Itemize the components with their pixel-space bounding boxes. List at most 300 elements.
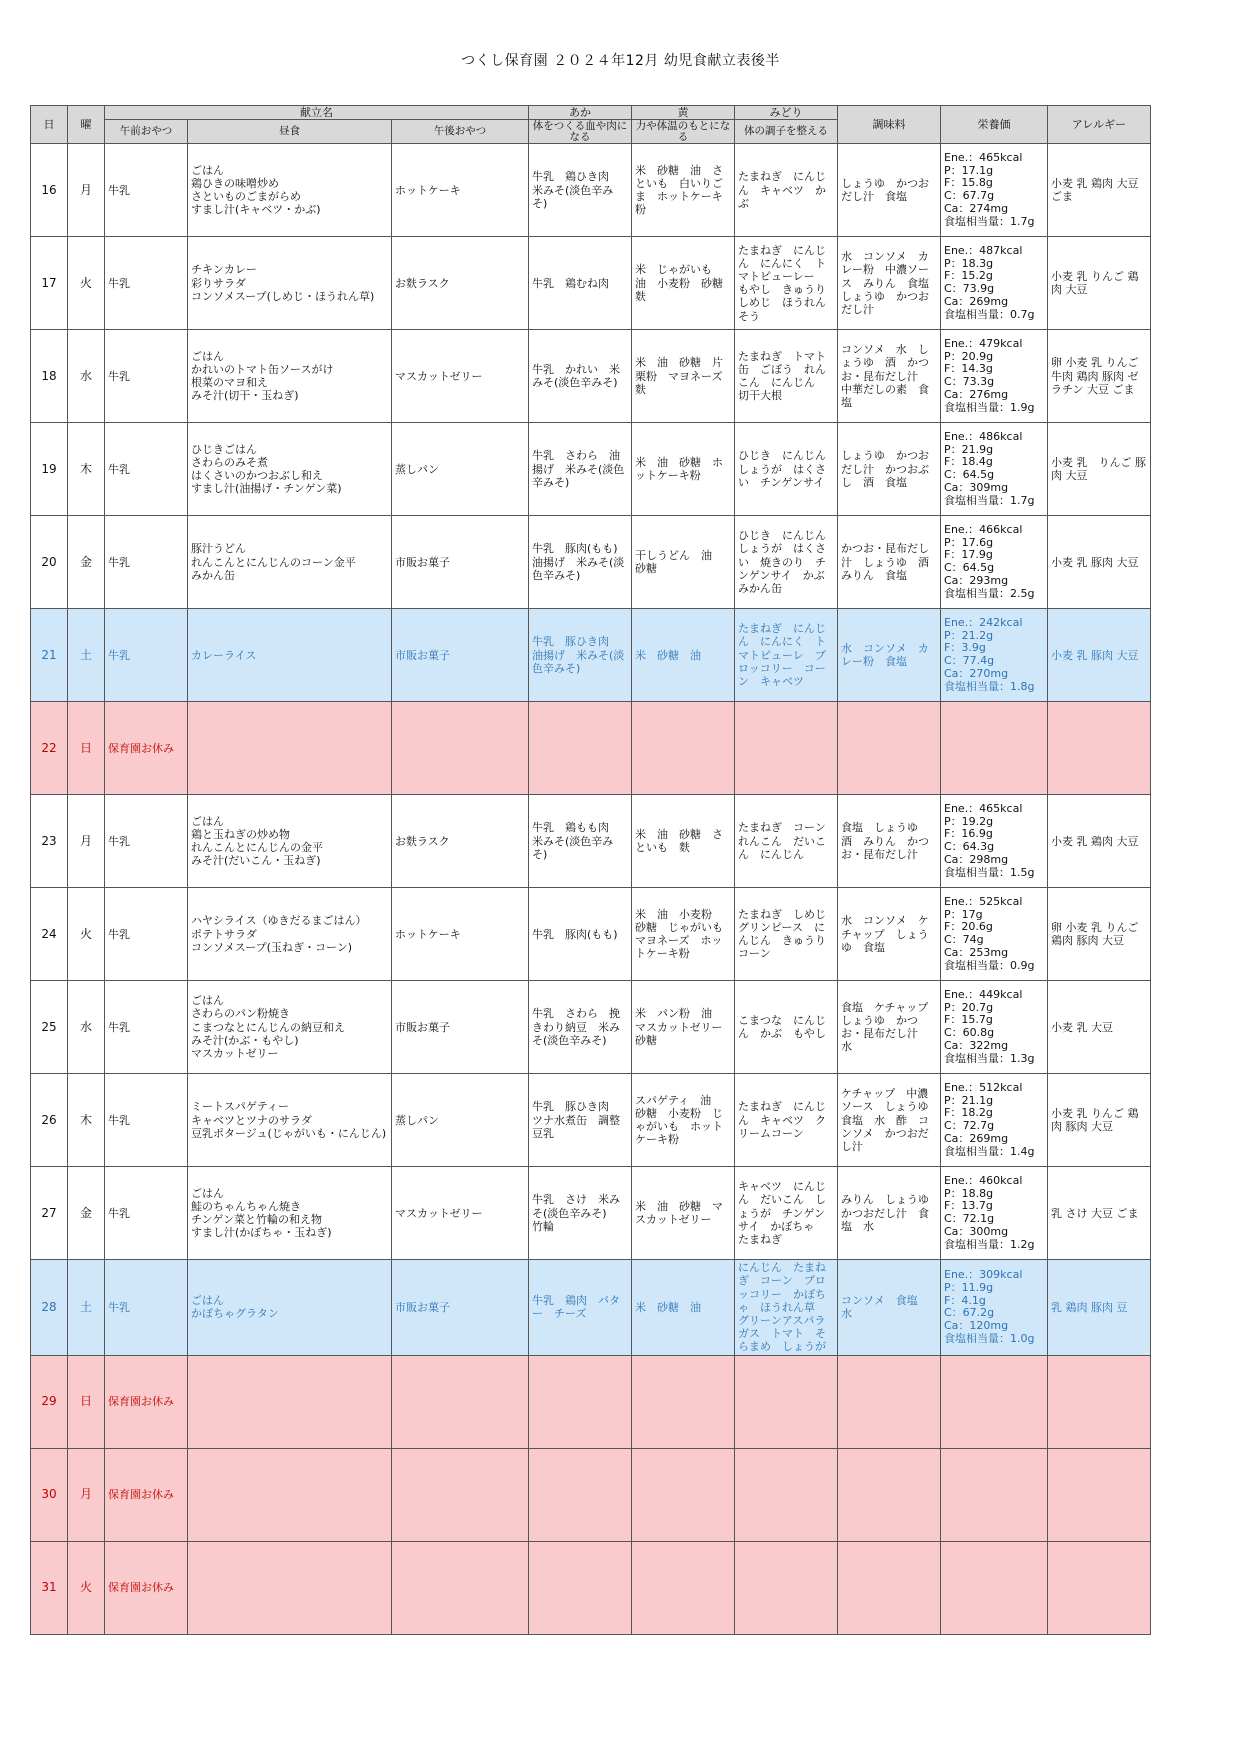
red-group-cell: 牛乳 豚ひき肉 油揚げ 米みそ(淡色辛みそ)	[529, 609, 632, 702]
nutrition-cell	[941, 330, 1048, 423]
yellow-group-cell	[632, 702, 735, 795]
lunch-cell-line: みそ汁(かぶ・もやし)	[191, 1033, 299, 1047]
weekday-cell: 金	[68, 1167, 105, 1260]
nutrition-cell-line: Ene.：525kcal	[944, 894, 1023, 908]
lunch-cell	[188, 1355, 392, 1448]
date-cell: 24	[31, 888, 68, 981]
nutrition-cell-line: F：4.1g	[944, 1293, 986, 1307]
lunch-cell-line: チキンカレー	[191, 263, 257, 277]
lunch-cell-line: カレーライス	[191, 648, 257, 662]
pm-snack-cell: 市販お菓子	[392, 981, 529, 1074]
yellow-group-cell	[632, 1541, 735, 1634]
lunch-cell-line: みそ汁(だいこん・玉ねぎ)	[191, 854, 321, 868]
nutrition-cell-line: Ca：309mg	[944, 480, 1009, 494]
seasoning-cell: ケチャップ 中濃ソース しょうゆ 食塩 水 酢 コンソメ かつおだし汁	[838, 1074, 941, 1167]
nutrition-cell-line: 食塩相当量：2.5g	[944, 586, 1035, 600]
allergy-cell: 小麦 乳 豚肉 大豆	[1048, 516, 1151, 609]
lunch-cell	[188, 1167, 392, 1260]
nutrition-cell	[941, 795, 1048, 888]
seasoning-cell: コンソメ 食塩 水	[838, 1260, 941, 1355]
seasoning-cell: 水 コンソメ ケチャップ しょうゆ 食塩	[838, 888, 941, 981]
seasoning-cell: コンソメ 水 しょうゆ 酒 かつお・昆布だし汁 中華だしの素 食塩	[838, 330, 941, 423]
lunch-cell-line: ひじきごはん	[191, 442, 257, 456]
header-date: 日	[31, 106, 68, 144]
nutrition-cell-line: Ca：293mg	[944, 573, 1009, 587]
seasoning-cell: かつお・昆布だし汁 しょうゆ 酒 みりん 食塩	[838, 516, 941, 609]
pm-snack-cell	[392, 1355, 529, 1448]
red-group-cell: 牛乳 さわら 油揚げ 米みそ(淡色辛みそ)	[529, 423, 632, 516]
nutrition-cell-line: Ca：270mg	[944, 666, 1009, 680]
nutrition-cell-line: 食塩相当量：1.2g	[944, 1237, 1035, 1251]
pm-snack-cell	[392, 1541, 529, 1634]
weekday-cell: 日	[68, 702, 105, 795]
seasoning-cell: しょうゆ かつおだし汁 食塩	[838, 144, 941, 237]
date-cell: 26	[31, 1074, 68, 1167]
table-row	[31, 609, 1151, 702]
lunch-cell-line: こまつなとにんじんの納豆和え	[191, 1020, 345, 1034]
lunch-cell-line: 鮭のちゃんちゃん焼き	[191, 1200, 301, 1213]
date-cell: 27	[31, 1167, 68, 1260]
seasoning-cell: 水 コンソメ カレー粉 食塩	[838, 609, 941, 702]
lunch-cell	[188, 144, 392, 237]
green-group-cell: たまねぎ にんじん キャベツ クリームコーン	[735, 1074, 838, 1167]
nutrition-cell-line: 食塩相当量：1.0g	[944, 1331, 1035, 1345]
am-snack-cell: 牛乳	[105, 1167, 188, 1260]
lunch-cell	[188, 423, 392, 516]
seasoning-cell: みりん しょうゆ かつおだし汁 食塩 水	[838, 1167, 941, 1260]
nutrition-cell-line: Ene.：512kcal	[944, 1080, 1023, 1094]
seasoning-cell: 食塩 しょうゆ 酒 みりん かつお・昆布だし汁	[838, 795, 941, 888]
nutrition-cell-line: Ene.：242kcal	[944, 615, 1023, 629]
green-group-cell: たまねぎ トマト缶 ごぼう れんこん にんじん 切干大根	[735, 330, 838, 423]
lunch-cell	[188, 1260, 392, 1355]
lunch-cell-line: 豆乳ポタージュ(じゃがいも・にんじん)	[191, 1126, 387, 1140]
date-cell: 18	[31, 330, 68, 423]
green-group-cell: こまつな にんじん かぶ もやし	[735, 981, 838, 1074]
nutrition-cell-line: Ene.：486kcal	[944, 429, 1023, 443]
date-cell: 23	[31, 795, 68, 888]
green-group-cell: たまねぎ コーン れんこん だいこん にんじん	[735, 795, 838, 888]
date-cell: 31	[31, 1541, 68, 1634]
lunch-cell	[188, 516, 392, 609]
nutrition-cell-line: Ca：274mg	[944, 201, 1009, 215]
lunch-cell	[188, 702, 392, 795]
seasoning-cell: 食塩 ケチャップ しょうゆ かつお・昆布だし汁 水	[838, 981, 941, 1074]
pm-snack-cell: 市販お菓子	[392, 609, 529, 702]
pm-snack-cell: マスカットゼリー	[392, 1167, 529, 1260]
nutrition-cell-line: Ene.：460kcal	[944, 1173, 1023, 1187]
nutrition-cell	[941, 237, 1048, 330]
header-red-sub: 体をつくる血や肉になる	[529, 120, 632, 144]
nutrition-cell	[941, 516, 1048, 609]
am-snack-cell: 牛乳	[105, 1260, 188, 1355]
yellow-group-cell: 米 油 砂糖 ホットケーキ粉	[632, 423, 735, 516]
table-row	[31, 1541, 1151, 1634]
header-dow: 曜	[68, 106, 105, 144]
table-row	[31, 330, 1151, 423]
weekday-cell: 月	[68, 795, 105, 888]
lunch-cell-line: ごはん	[191, 163, 224, 177]
weekday-cell: 火	[68, 888, 105, 981]
nutrition-cell-line: F：18.4g	[944, 455, 993, 469]
red-group-cell: 牛乳 鶏むね肉	[529, 237, 632, 330]
lunch-cell-line: れんこんとにんじんの金平	[191, 841, 323, 855]
yellow-group-cell	[632, 1448, 735, 1541]
table-row	[31, 516, 1151, 609]
nutrition-cell-line: Ene.：465kcal	[944, 801, 1023, 815]
date-cell: 17	[31, 237, 68, 330]
nutrition-cell	[941, 1260, 1048, 1355]
allergy-cell: 小麦 乳 大豆	[1048, 981, 1151, 1074]
allergy-cell: 乳 鶏肉 豚肉 豆	[1048, 1260, 1151, 1355]
nutrition-cell-line: P：17g	[944, 907, 983, 921]
lunch-cell-line: 豚汁うどん	[191, 542, 246, 556]
nutrition-cell-line: P：17.1g	[944, 163, 994, 177]
nutrition-cell	[941, 1448, 1048, 1541]
nutrition-cell-line: C：60.8g	[944, 1026, 995, 1040]
am-snack-cell: 牛乳	[105, 144, 188, 237]
lunch-cell	[188, 981, 392, 1074]
red-group-cell: 牛乳 さけ 米みそ(淡色辛みそ) 竹輪	[529, 1167, 632, 1260]
pm-snack-cell: マスカットゼリー	[392, 330, 529, 423]
nutrition-cell-line: Ca：322mg	[944, 1038, 1009, 1052]
lunch-cell-line: ごはん	[191, 994, 224, 1008]
red-group-cell	[529, 1448, 632, 1541]
table-row	[31, 423, 1151, 516]
lunch-cell-line: みそ汁(切干・玉ねぎ)	[191, 389, 299, 403]
lunch-cell-line: さわらのパン粉焼き	[191, 1007, 290, 1021]
red-group-cell: 牛乳 さわら 挽きわり納豆 米みそ(淡色辛みそ)	[529, 981, 632, 1074]
lunch-cell-line: ハヤシライス（ゆきだるまごはん）	[191, 914, 367, 928]
nutrition-cell	[941, 423, 1048, 516]
green-group-cell: にんじん たまねぎ コーン ブロッコリー かぼちゃ ほうれん草 グリーンアスパラガス トマト そらまめ しょうが	[735, 1260, 838, 1355]
nutrition-cell	[941, 609, 1048, 702]
yellow-group-cell: 米 油 小麦粉 砂糖 じゃがいも マヨネーズ ホットケーキ粉	[632, 888, 735, 981]
weekday-cell: 火	[68, 1541, 105, 1634]
lunch-cell	[188, 1448, 392, 1541]
pm-snack-cell	[392, 702, 529, 795]
nutrition-cell-line: P：19.2g	[944, 814, 994, 828]
nutrition-cell-line: F：15.7g	[944, 1013, 993, 1027]
am-snack-cell: 牛乳	[105, 330, 188, 423]
table-row	[31, 1355, 1151, 1448]
lunch-cell-line: 鶏ひきの味噌炒め	[191, 177, 279, 190]
nutrition-cell-line: C：77.4g	[944, 654, 995, 668]
nutrition-cell-line: F：15.8g	[944, 176, 993, 190]
nutrition-cell	[941, 1167, 1048, 1260]
nutrition-cell	[941, 888, 1048, 981]
allergy-cell: 小麦 乳 鶏肉 大豆 ごま	[1048, 144, 1151, 237]
yellow-group-cell: 米 砂糖 油	[632, 609, 735, 702]
nutrition-cell-line: 食塩相当量：0.9g	[944, 958, 1035, 972]
pm-snack-cell	[392, 1448, 529, 1541]
weekday-cell: 月	[68, 1448, 105, 1541]
am-snack-cell: 牛乳	[105, 795, 188, 888]
lunch-cell-line: コンソメスープ(しめじ・ほうれん草)	[191, 289, 375, 303]
lunch-cell-line: はくさいのかつおぶし和え	[191, 469, 323, 483]
am-snack-cell: 牛乳	[105, 1074, 188, 1167]
nutrition-cell-line: F：17.9g	[944, 548, 993, 562]
nutrition-cell-line: P：21.1g	[944, 1093, 994, 1107]
lunch-cell	[188, 795, 392, 888]
allergy-cell: 小麦 乳 りんご 鶏肉 豚肉 大豆	[1048, 1074, 1151, 1167]
nutrition-cell-line: Ene.：465kcal	[944, 150, 1023, 164]
weekday-cell: 水	[68, 981, 105, 1074]
yellow-group-cell: 米 油 砂糖 さといも 麩	[632, 795, 735, 888]
red-group-cell: 牛乳 かれい 米みそ(淡色辛みそ)	[529, 330, 632, 423]
lunch-cell	[188, 1541, 392, 1634]
lunch-cell-line: キャベツとツナのサラダ	[191, 1113, 312, 1127]
menu-table	[30, 105, 1151, 1635]
lunch-cell	[188, 609, 392, 702]
am-snack-cell: 牛乳	[105, 237, 188, 330]
am-snack-cell: 保育園お休み	[105, 1448, 188, 1541]
pm-snack-cell: 市販お菓子	[392, 1260, 529, 1355]
nutrition-cell-line: C：72.1g	[944, 1212, 995, 1226]
weekday-cell: 日	[68, 1355, 105, 1448]
nutrition-cell-line: P：17.6g	[944, 535, 994, 549]
green-group-cell: たまねぎ にんじん にんにく トマトピューレ ブロッコリー コーン キャベツ	[735, 609, 838, 702]
seasoning-cell	[838, 1541, 941, 1634]
allergy-cell	[1048, 1448, 1151, 1541]
red-group-cell	[529, 702, 632, 795]
allergy-cell: 卵 小麦 乳 りんご 牛肉 鶏肉 豚肉 ゼラチン 大豆 ごま	[1048, 330, 1151, 423]
pm-snack-cell: お麩ラスク	[392, 795, 529, 888]
nutrition-cell-line: C：67.7g	[944, 189, 995, 203]
lunch-cell-line: さといものごまがらめ	[191, 190, 301, 204]
header-green: みどり	[735, 106, 838, 120]
nutrition-cell-line: 食塩相当量：0.7g	[944, 307, 1035, 321]
nutrition-cell-line: 食塩相当量：1.3g	[944, 1051, 1035, 1065]
nutrition-cell-line: Ene.：309kcal	[944, 1268, 1023, 1282]
nutrition-cell-line: Ene.：449kcal	[944, 987, 1023, 1001]
red-group-cell: 牛乳 豚ひき肉 ツナ水煮缶 調整豆乳	[529, 1074, 632, 1167]
weekday-cell: 月	[68, 144, 105, 237]
lunch-cell-line: 根菜のマヨ和え	[191, 376, 268, 390]
nutrition-cell-line: 食塩相当量：1.9g	[944, 400, 1035, 414]
table-row	[31, 237, 1151, 330]
red-group-cell: 牛乳 豚肉(もも) 油揚げ 米みそ(淡色辛みそ)	[529, 516, 632, 609]
table-row	[31, 795, 1151, 888]
menu-body	[31, 144, 1151, 1634]
nutrition-cell-line: F：15.2g	[944, 269, 993, 283]
nutrition-cell-line: 食塩相当量：1.4g	[944, 1144, 1035, 1158]
table-row	[31, 1260, 1151, 1355]
page-title: つくし保育園 ２０２４年12月 幼児食献立表後半	[461, 53, 780, 69]
allergy-cell: 小麦 乳 豚肉 大豆	[1048, 609, 1151, 702]
lunch-cell-line: チンゲン菜と竹輪の和え物	[191, 1213, 323, 1227]
nutrition-cell-line: 食塩相当量：1.7g	[944, 493, 1035, 507]
nutrition-cell-line: 食塩相当量：1.7g	[944, 214, 1035, 228]
lunch-cell-line: すまし汁(油揚げ・チンゲン菜)	[191, 482, 342, 496]
green-group-cell: たまねぎ しめじ グリンピース にんじん きゅうり コーン	[735, 888, 838, 981]
nutrition-cell-line: F：13.7g	[944, 1199, 993, 1213]
weekday-cell: 木	[68, 423, 105, 516]
lunch-cell	[188, 237, 392, 330]
date-cell: 25	[31, 981, 68, 1074]
green-group-cell	[735, 1448, 838, 1541]
green-group-cell	[735, 1541, 838, 1634]
allergy-cell	[1048, 702, 1151, 795]
seasoning-cell	[838, 1355, 941, 1448]
nutrition-cell	[941, 981, 1048, 1074]
header-lunch: 昼食	[188, 120, 392, 144]
lunch-cell-line: みかん缶	[191, 568, 235, 582]
nutrition-cell-line: Ca：298mg	[944, 852, 1009, 866]
nutrition-cell-line: C：67.2g	[944, 1306, 995, 1320]
header-seasoning: 調味料	[838, 106, 941, 144]
green-group-cell	[735, 702, 838, 795]
yellow-group-cell: 米 パン粉 油 マスカットゼリー 砂糖	[632, 981, 735, 1074]
nutrition-cell-line: Ca：120mg	[944, 1319, 1009, 1333]
nutrition-cell-line: P：18.8g	[944, 1186, 994, 1200]
pm-snack-cell: 蒸しパン	[392, 423, 529, 516]
nutrition-cell-line: C：73.9g	[944, 282, 995, 296]
header-yellow-sub: 力や体温のもとになる	[632, 120, 735, 144]
lunch-cell-line: ミートスパゲティー	[191, 1100, 290, 1114]
weekday-cell: 土	[68, 609, 105, 702]
pm-snack-cell: ホットケーキ	[392, 888, 529, 981]
lunch-cell	[188, 888, 392, 981]
nutrition-cell-line: C：64.5g	[944, 468, 995, 482]
nutrition-cell	[941, 702, 1048, 795]
lunch-cell	[188, 1074, 392, 1167]
red-group-cell: 牛乳 鶏ひき肉 米みそ(淡色辛みそ)	[529, 144, 632, 237]
nutrition-cell-line: Ene.：466kcal	[944, 522, 1023, 536]
nutrition-cell-line: C：73.3g	[944, 375, 995, 389]
green-group-cell: ひじき にんじん しょうが はくさい チンゲンサイ	[735, 423, 838, 516]
nutrition-cell	[941, 144, 1048, 237]
yellow-group-cell	[632, 1355, 735, 1448]
lunch-cell-line: さわらのみそ煮	[191, 456, 268, 469]
date-cell: 22	[31, 702, 68, 795]
nutrition-cell-line: F：18.2g	[944, 1106, 993, 1120]
am-snack-cell: 牛乳	[105, 981, 188, 1074]
weekday-cell: 木	[68, 1074, 105, 1167]
lunch-cell-line: ごはん	[191, 1186, 224, 1200]
header-red: あか	[529, 106, 632, 120]
green-group-cell	[735, 1355, 838, 1448]
header-menu-group: 献立名	[105, 106, 529, 120]
allergy-cell	[1048, 1355, 1151, 1448]
am-snack-cell: 保育園お休み	[105, 1541, 188, 1634]
weekday-cell: 土	[68, 1260, 105, 1355]
nutrition-cell-line: C：72.7g	[944, 1119, 995, 1133]
green-group-cell: ひじき にんじん しょうが はくさい 焼きのり チンゲンサイ かぶ みかん缶	[735, 516, 838, 609]
nutrition-cell-line: C：74g	[944, 933, 984, 947]
red-group-cell	[529, 1541, 632, 1634]
header-yellow: 黄	[632, 106, 735, 120]
seasoning-cell: しょうゆ かつおだし汁 かつおぶし 酒 食塩	[838, 423, 941, 516]
table-row	[31, 1167, 1151, 1260]
pm-snack-cell: お麩ラスク	[392, 237, 529, 330]
nutrition-cell-line: F：14.3g	[944, 362, 993, 376]
header-am-snack: 午前おやつ	[105, 120, 188, 144]
date-cell: 29	[31, 1355, 68, 1448]
am-snack-cell: 牛乳	[105, 888, 188, 981]
nutrition-cell-line: Ca：300mg	[944, 1224, 1009, 1238]
seasoning-cell	[838, 702, 941, 795]
table-row	[31, 702, 1151, 795]
lunch-cell-line: マスカットゼリー	[191, 1046, 279, 1060]
table-row	[31, 1448, 1151, 1541]
nutrition-cell-line: P：20.9g	[944, 349, 994, 363]
pm-snack-cell: 蒸しパン	[392, 1074, 529, 1167]
table-row	[31, 981, 1151, 1074]
lunch-cell-line: 彩りサラダ	[191, 276, 246, 290]
lunch-cell-line: ごはん	[191, 349, 224, 363]
nutrition-cell-line: P：20.7g	[944, 1000, 994, 1014]
red-group-cell	[529, 1355, 632, 1448]
lunch-cell-line: 鶏と玉ねぎの炒め物	[191, 828, 290, 841]
date-cell: 20	[31, 516, 68, 609]
green-group-cell: たまねぎ にんじん キャベツ かぶ	[735, 144, 838, 237]
nutrition-cell-line: Ene.：479kcal	[944, 336, 1023, 350]
nutrition-cell-line: 食塩相当量：1.5g	[944, 865, 1035, 879]
yellow-group-cell: スパゲティ 油 砂糖 小麦粉 じゃがいも ホットケーキ粉	[632, 1074, 735, 1167]
nutrition-cell-line: 食塩相当量：1.8g	[944, 679, 1035, 693]
nutrition-cell-line: C：64.3g	[944, 840, 995, 854]
lunch-cell-line: かれいのトマト缶ソースがけ	[191, 363, 334, 376]
nutrition-cell-line: Ca：269mg	[944, 294, 1009, 308]
yellow-group-cell: 米 油 砂糖 マスカットゼリー	[632, 1167, 735, 1260]
yellow-group-cell: 米 油 砂糖 片栗粉 マヨネーズ 麩	[632, 330, 735, 423]
am-snack-cell: 保育園お休み	[105, 1355, 188, 1448]
lunch-cell-line: かぼちゃグラタン	[191, 1307, 279, 1321]
date-cell: 28	[31, 1260, 68, 1355]
lunch-cell-line: ポテトサラダ	[191, 927, 257, 941]
yellow-group-cell: 米 砂糖 油 さといも 白いりごま ホットケーキ粉	[632, 144, 735, 237]
nutrition-cell-line: Ene.：487kcal	[944, 243, 1023, 257]
header-allergy: アレルギー	[1048, 106, 1151, 144]
weekday-cell: 金	[68, 516, 105, 609]
am-snack-cell: 牛乳	[105, 609, 188, 702]
nutrition-cell-line: F：3.9g	[944, 641, 986, 655]
pm-snack-cell: 市販お菓子	[392, 516, 529, 609]
allergy-cell: 乳 さけ 大豆 ごま	[1048, 1167, 1151, 1260]
lunch-cell-line: れんこんとにんじんのコーン金平	[191, 555, 356, 569]
lunch-cell-line: ごはん	[191, 1294, 224, 1308]
nutrition-cell	[941, 1541, 1048, 1634]
date-cell: 30	[31, 1448, 68, 1541]
pm-snack-cell: ホットケーキ	[392, 144, 529, 237]
date-cell: 16	[31, 144, 68, 237]
table-row	[31, 888, 1151, 981]
lunch-cell-line: すまし汁(かぼちゃ・玉ねぎ)	[191, 1226, 332, 1240]
date-cell: 21	[31, 609, 68, 702]
nutrition-cell-line: F：20.6g	[944, 920, 993, 934]
lunch-cell	[188, 330, 392, 423]
allergy-cell: 小麦 乳 りんご 鶏肉 大豆	[1048, 237, 1151, 330]
table-row	[31, 144, 1151, 237]
nutrition-cell-line: P：21.9g	[944, 442, 994, 456]
allergy-cell	[1048, 1541, 1151, 1634]
yellow-group-cell: 干しうどん 油 砂糖	[632, 516, 735, 609]
nutrition-cell-line: C：64.5g	[944, 561, 995, 575]
nutrition-cell	[941, 1074, 1048, 1167]
nutrition-cell	[941, 1355, 1048, 1448]
nutrition-cell-line: P：21.2g	[944, 628, 994, 642]
lunch-cell-line: すまし汁(キャベツ・かぶ)	[191, 203, 321, 217]
weekday-cell: 水	[68, 330, 105, 423]
table-row	[31, 1074, 1151, 1167]
nutrition-cell-line: Ca：276mg	[944, 387, 1009, 401]
allergy-cell: 小麦 乳 鶏肉 大豆	[1048, 795, 1151, 888]
seasoning-cell	[838, 1448, 941, 1541]
allergy-cell: 小麦 乳 りんご 豚肉 大豆	[1048, 423, 1151, 516]
yellow-group-cell: 米 じゃがいも 油 小麦粉 砂糖 麩	[632, 237, 735, 330]
date-cell: 19	[31, 423, 68, 516]
